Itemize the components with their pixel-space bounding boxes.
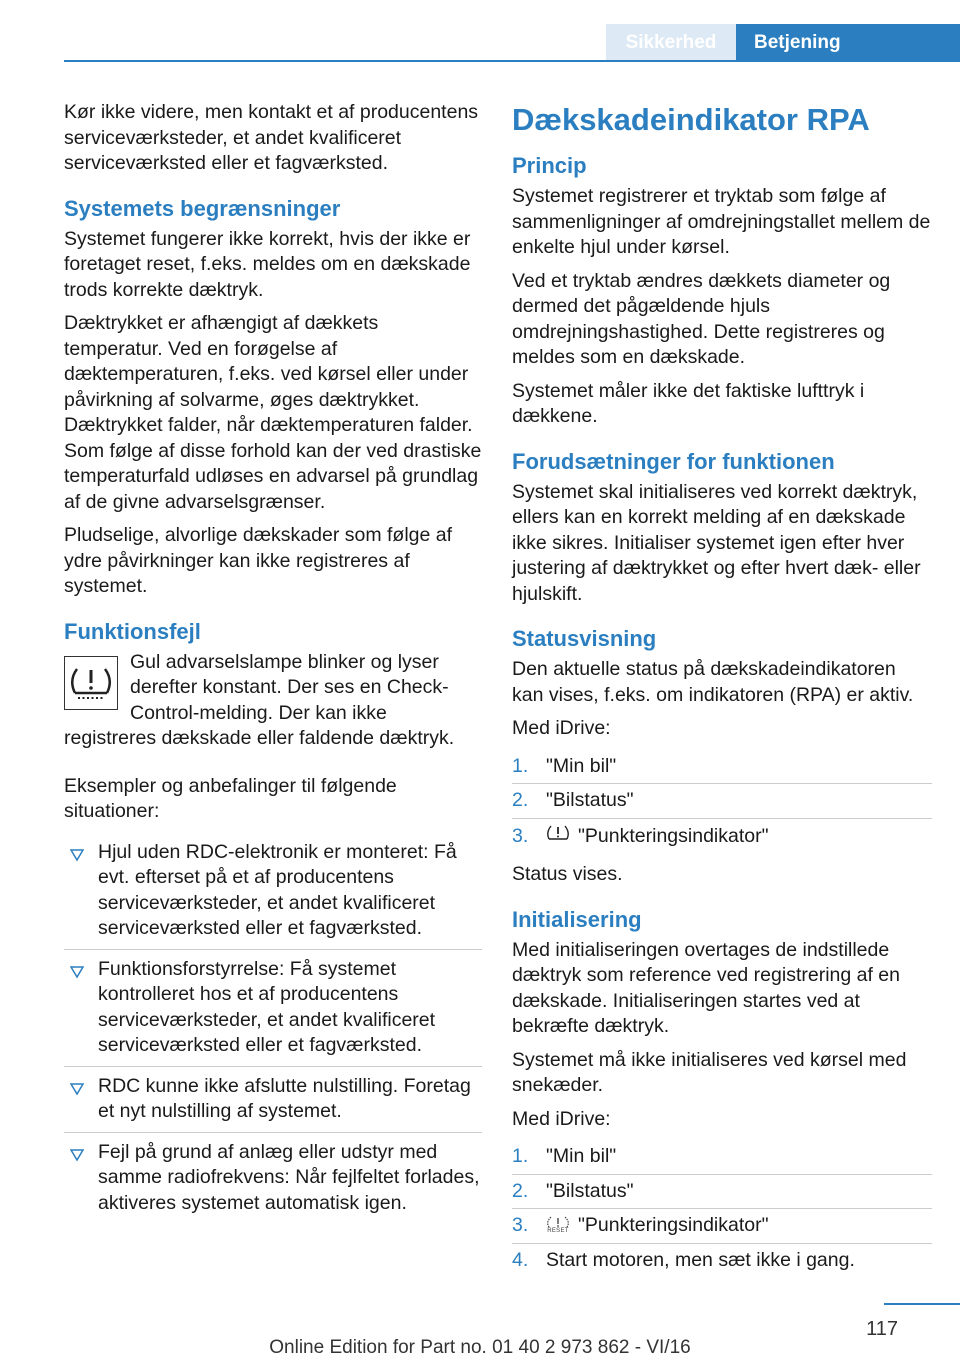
list-item (512, 1209, 932, 1244)
status-shown-text: Status vises. (512, 863, 623, 885)
status-heading: Statusvisning (512, 626, 657, 651)
step-number: 2. (512, 1179, 529, 1202)
examples-list (64, 833, 482, 1224)
list-item (512, 1175, 932, 1210)
tire-pressure-warning-icon (64, 656, 118, 710)
step-text: "Min bil" (546, 754, 617, 777)
principle-paragraph-1: Systemet registrerer et tryktab som følge af sammenligninger af omdrejningstallet mellem de enkelte hjul under kørsel. (512, 185, 931, 258)
step-number: 3. (512, 1214, 529, 1236)
tire-reset-icon (546, 1215, 570, 1237)
init-heading: Initialisering (512, 906, 642, 932)
step-text: "Min bil" (546, 1145, 617, 1167)
right-column (512, 100, 932, 1285)
init-paragraph-1: Med initialiseringen overtages de indstillede dæktryk som reference ved registrering af en dækskade. Initialiseringen startes ved at bekræfte dæktryk. (512, 938, 901, 1037)
limits-paragraph-2: Dæktrykket er afhængigt af dækkets temperatur. Ved en forøgelse af dæktemperaturen, f.eks. ved kørsel eller under påvirkning af solvarme, øges dæktrykket. Dæktrykket falder, når dæktemperaturen falder. Som følge af disse forhold kan der ved drastiske temperaturfald udløses en advarsel på grundlag af de givne advarselsgrænser. (64, 312, 482, 513)
fault-paragraph: Gul advarselslampe blinker og lyser derefter konstant. Der ses en Check-Control-melding. Der kan ikke registreres dækskade eller faldende dæktryk. (64, 650, 455, 749)
principle-heading: Princip (512, 153, 587, 178)
header-rule (64, 60, 960, 62)
status-idrive-label: Med iDrive: (512, 717, 611, 739)
limits-heading: Systemets begrænsninger (64, 195, 341, 221)
status-paragraph: Den aktuelle status på dækskadeindikatoren kan vises, f.eks. om indikatoren (RPA) er aktiv. (512, 658, 914, 706)
examples-intro: Eksempler og anbefalinger til følgende situationer: (64, 774, 397, 822)
principle-paragraph-2: Ved et tryktab ændres dækkets diameter og dermed det pågældende hjuls omdrejningshastighed. Dette registreres og meldes som en dækskade. (512, 269, 891, 368)
list-item (512, 1140, 932, 1175)
edition-footer: Online Edition for Part no. 01 40 2 973 862 - VI/16 (269, 1337, 691, 1358)
list-item (64, 1133, 482, 1224)
step-number: 4. (512, 1248, 529, 1271)
triangle-bullet-icon (70, 1078, 84, 1104)
triangle-bullet-icon (70, 961, 84, 987)
list-item (512, 1244, 932, 1278)
step-text: "Bilstatus" (546, 1179, 634, 1202)
list-item (64, 833, 482, 950)
limits-paragraph-3: Pludselige, alvorlige dækskader som følge af ydre påvirkninger kan ikke registreres af systemet. (64, 524, 453, 597)
step-number: 3. (512, 824, 529, 847)
requirements-heading: Forudsætninger for funktionen (512, 448, 835, 474)
step-number: 2. (512, 789, 529, 811)
principle-paragraph-3: Systemet måler ikke det faktiske lufttryk i dækkene. (512, 379, 865, 427)
list-item-text: Funktionsforstyrrelse: Få systemet kontrolleret hos et af producentens serviceværksteder, et andet kvalificeret serviceværksted eller et fagværksted. (98, 957, 436, 1056)
status-steps (512, 750, 932, 855)
tire-warning-icon (546, 823, 570, 851)
list-item (512, 750, 932, 785)
init-idrive-label: Med iDrive: (512, 1107, 611, 1130)
list-item-text: Fejl på grund af anlæg eller udstyr med samme radiofrekvens: Når fejlfeltet forlades, aktiveres systemet automatisk igen. (98, 1140, 480, 1214)
left-column (64, 100, 482, 1223)
list-item-text: Hjul uden RDC-elektronik er monteret: Få evt. efterset på et af producentens serviceværksteder, et andet kvalificeret serviceværksted eller et fagværksted. (98, 840, 457, 939)
list-item (64, 1067, 482, 1133)
page-title: Dækskadeindikator RPA (512, 102, 870, 137)
init-paragraph-2: Systemet må ikke initialiseres ved kørsel med snekæder. (512, 1048, 907, 1096)
step-number: 1. (512, 1145, 529, 1167)
section-tab-betjening[interactable]: Betjening (736, 24, 960, 61)
list-item (512, 819, 932, 855)
triangle-bullet-icon (70, 844, 84, 870)
step-text: Start motoren, men sæt ikke i gang. (546, 1248, 855, 1271)
init-steps (512, 1140, 932, 1277)
requirements-paragraph: Systemet skal initialiseres ved korrekt dæktryk, ellers kan en korrekt melding af en dækskade ikke sikres. Initialiser systemet igen efter hver justering af dæktrykket og efter hvert dæk- eller hjulskift. (512, 480, 921, 605)
list-item (512, 784, 932, 819)
reset-label: RESET (547, 1227, 569, 1234)
fault-heading: Funktionsfejl (64, 618, 201, 644)
step-number: 1. (512, 754, 529, 777)
intro-paragraph: Kør ikke videre, men kontakt et af producentens serviceværksteder, et andet kvalificeret serviceværksted eller et fagværksted. (64, 101, 479, 174)
limits-paragraph-1: Systemet fungerer ikke korrekt, hvis der ikke er foretaget reset, f.eks. meldes om en dækskade trods korrekte dæktryk. (64, 227, 471, 301)
list-item (64, 950, 482, 1067)
fault-block (64, 650, 482, 760)
step-text: "Bilstatus" (546, 789, 634, 811)
list-item-text: RDC kunne ikke afslutte nulstilling. Foretag et nyt nulstilling af systemet. (98, 1074, 471, 1122)
step-text: "Punkteringsindikator" (578, 824, 769, 847)
footer-rule (884, 1303, 960, 1305)
page-number: 117 (866, 1318, 898, 1340)
step-text: "Punkteringsindikator" (578, 1214, 769, 1236)
triangle-bullet-icon (70, 1144, 84, 1170)
section-tab-sikkerhed[interactable]: Sikkerhed (606, 24, 736, 61)
